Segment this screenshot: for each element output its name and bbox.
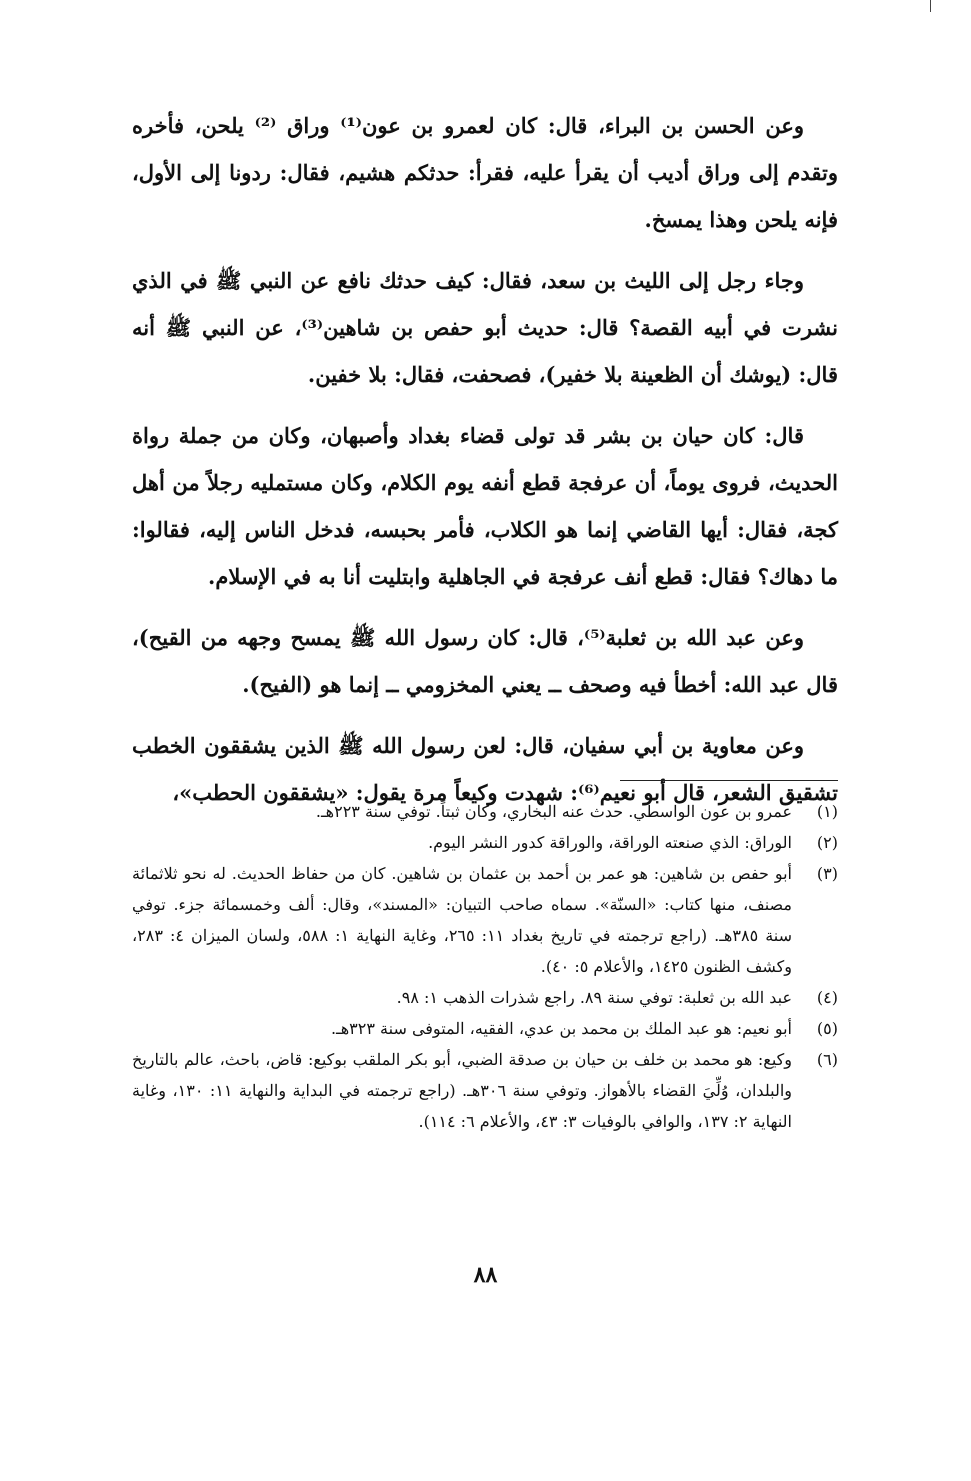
footnote-4: [132, 982, 838, 1013]
footnote-number: (١): [816, 802, 838, 821]
footnotes: [132, 796, 838, 1137]
footnote-text: عمرو بن عون الواسطي. حدث عنه البخاري، وكان ثبتاً. توفي سنة ٢٢٣هـ.: [315, 802, 792, 821]
footnote-text: وكيع: هو محمد بن خلف بن حيان بن صدقة الضبي، أبو بكر الملقب بوكيع: قاض، باحث، عالم بالتاريخ والبلدان، وُلِّيَ القضاء بالأهواز. وتوفي سنة ٣٠٦هـ. (راجع ترجمته في البداية والنهاية ١١: ١٣٠، وغاية النهاية ٢: ١٣٧، والوافي بالوفيات ٣: ٤٣، والأعلام ٦: ١١٤).: [132, 1050, 793, 1131]
footnote-number: (٥): [816, 1019, 838, 1038]
footnote-number: (٦): [816, 1050, 838, 1069]
footnote-2: [132, 827, 838, 858]
footnote-number: (٤): [816, 988, 838, 1007]
footnote-text: أبو حفص بن شاهين: هو عمر بن أحمد بن عثمان بن شاهين. كان من حفاظ الحديث. له نحو ثلاثمائة مصنف، منها كتاب: «السنّة». سماه صاحب التبيان: «المسند»، وقال: ألف وخمسمائة جزء. توفي سنة ٣٨٥هـ. (راجع ترجمته في تاريخ بغداد ١١: ٢٦٥، وغاية النهاية ١: ٥٨٨، ولسان الميزان ٤: ٢٨٣، وكشف الظنون ١٤٢٥، والأعلام ٥: ٤٠).: [132, 864, 793, 976]
footnote-number: (٢): [816, 833, 838, 852]
footnote-5: [132, 1013, 838, 1044]
paragraph-1: وعن الحسن بن البراء، قال: كان لعمرو بن عون⁽¹⁾ وراق ⁽²⁾ يلحن، فأخره وتقدم إلى وراق أديب أن يقرأ عليه، فقرأ: حدثكم هشيم، فقال: ردونا إلى الأول، فإنه يلحن وهذا يمسخ.: [132, 113, 838, 232]
paragraph-5: وعن معاوية بن أبي سفيان، قال: لعن رسول الله ﷺ الذين يشققون الخطب تشقيق الشعر، قال أبو نعيم⁽⁶⁾: شهدت وكيعاً مرة يقول: «يشققون الحطب»،: [132, 733, 838, 805]
paragraph-2: وجاء رجل إلى الليث بن سعد، فقال: كيف حدثك نافع عن النبي ﷺ في الذي نشرت في أبيه القصة؟ قال: حديث أبو حفص بن شاهين⁽³⁾، عن النبي ﷺ أنه قال: (يوشك أن الظعينة بلا خفير)، فصحفت، فقال: بلا خفين.: [132, 268, 838, 387]
main-text: [132, 102, 838, 830]
footnote-text: أبو نعيم: هو عبد الملك بن محمد بن عدي، الفقيه، المتوفى سنة ٣٢٣هـ.: [330, 1019, 792, 1038]
footnote-3: [132, 858, 838, 982]
footnote-6: [132, 1044, 838, 1137]
footnote-1: [132, 796, 838, 827]
footnote-text: الوراق: الذي صنعته الوراقة، والوراقة كدور النشر اليوم.: [428, 833, 792, 852]
footnote-separator: [620, 780, 838, 781]
footnote-text: عبد الله بن ثعلبة: توفي سنة ٨٩. راجع شذرات الذهب ١: ٩٨.: [396, 988, 792, 1007]
paragraph-4: وعن عبد الله بن ثعلبة⁽⁵⁾، قال: كان رسول الله ﷺ يمسح وجهه من القيح)، قال عبد الله: أخطأ فيه وصحف ــ يعني المخزومي ــ إنما هو (الفيح).: [132, 625, 838, 697]
scan-mark: [930, 0, 931, 12]
page-number: ٨٨: [473, 1262, 498, 1288]
paragraph-3: قال: كان حيان بن بشر قد تولى قضاء بغداد وأصبهان، وكان من جملة رواة الحديث، فروى يوماً، أن عرفجة قطع أنفه يوم الكلام، وكان مستمليه رجلاً من أهل كجة، فقال: أيها القاضي إنما هو الكلاب، فأمر بحبسه، فدخل الناس إليه، فقالوا: ما دهاك؟ فقال: قطع أنف عرفجة في الجاهلية وابتليت أنا به في الإسلام.: [132, 423, 838, 589]
footnote-number: (٣): [816, 864, 838, 883]
